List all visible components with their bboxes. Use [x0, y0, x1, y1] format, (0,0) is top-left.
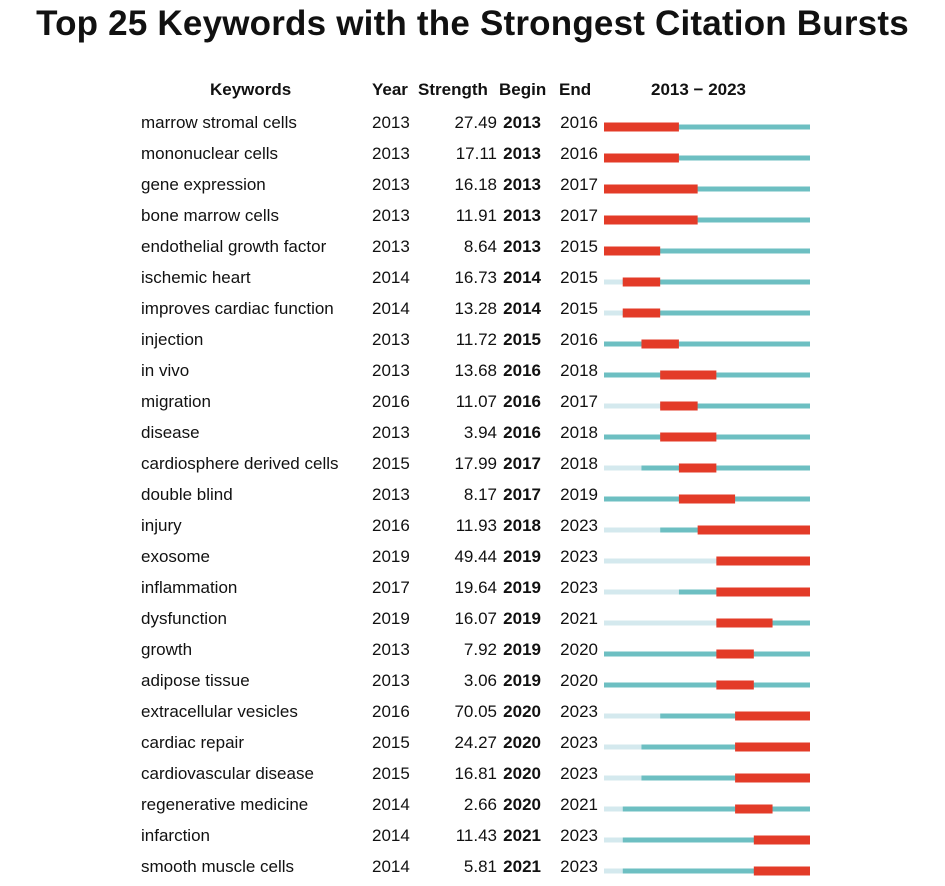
inactive-segment — [604, 838, 623, 843]
active-segment — [641, 466, 810, 471]
strength-cell: 8.64 — [463, 237, 497, 256]
end-cell: 2021 — [560, 795, 598, 814]
begin-cell: 2019 — [503, 578, 541, 597]
strength-cell: 11.72 — [455, 330, 497, 349]
end-cell: 2023 — [560, 733, 598, 752]
begin-cell: 2016 — [503, 423, 541, 442]
strength-cell: 19.64 — [454, 578, 497, 597]
active-segment — [604, 342, 810, 347]
inactive-segment — [604, 776, 641, 781]
begin-cell: 2015 — [503, 330, 541, 349]
end-cell: 2023 — [560, 857, 598, 876]
burst-bar — [735, 712, 810, 721]
strength-cell: 16.73 — [454, 268, 497, 287]
header-begin: Begin — [499, 80, 547, 99]
burst-bar — [660, 402, 697, 411]
year-cell: 2017 — [372, 578, 410, 597]
burst-bar — [604, 216, 698, 225]
burst-bar — [754, 836, 810, 845]
begin-cell: 2020 — [503, 702, 541, 721]
keyword-cell: cardiosphere derived cells — [141, 454, 339, 473]
end-cell: 2016 — [560, 330, 598, 349]
begin-cell: 2013 — [503, 113, 541, 132]
year-cell: 2013 — [372, 144, 410, 163]
year-cell: 2014 — [372, 826, 410, 845]
burst-bar — [604, 123, 679, 132]
year-cell: 2014 — [372, 857, 410, 876]
begin-cell: 2016 — [503, 361, 541, 380]
burst-bar — [660, 371, 716, 380]
burst-bar — [698, 526, 810, 535]
keyword-cell: smooth muscle cells — [141, 857, 295, 876]
header-range: 2013 − 2023 — [651, 80, 747, 99]
end-cell: 2016 — [560, 113, 598, 132]
strength-cell: 3.94 — [463, 423, 497, 442]
strength-cell: 11.93 — [455, 516, 497, 535]
strength-cell: 13.28 — [454, 299, 497, 318]
keyword-cell: inflammation — [141, 578, 238, 597]
year-cell: 2015 — [372, 764, 410, 783]
burst-bar — [679, 495, 735, 504]
end-cell: 2018 — [560, 423, 598, 442]
burst-bar — [754, 867, 810, 876]
keyword-cell: double blind — [141, 485, 233, 504]
strength-cell: 16.07 — [454, 609, 497, 628]
header-end: End — [559, 80, 592, 99]
keyword-cell: infarction — [141, 826, 210, 845]
begin-cell: 2016 — [503, 392, 541, 411]
keyword-cell: exosome — [141, 547, 210, 566]
strength-cell: 5.81 — [463, 857, 497, 876]
burst-bar — [716, 650, 753, 659]
begin-cell: 2013 — [503, 237, 541, 256]
keyword-cell: disease — [141, 423, 200, 442]
inactive-segment — [604, 404, 660, 409]
strength-cell: 27.49 — [454, 113, 497, 132]
year-cell: 2013 — [372, 671, 410, 690]
burst-bar — [679, 464, 716, 473]
strength-cell: 17.99 — [454, 454, 497, 473]
year-cell: 2016 — [372, 702, 410, 721]
burst-bar — [735, 805, 772, 814]
end-cell: 2016 — [560, 144, 598, 163]
strength-cell: 11.07 — [455, 392, 497, 411]
begin-cell: 2019 — [503, 609, 541, 628]
strength-cell: 11.43 — [455, 826, 497, 845]
inactive-segment — [604, 869, 623, 874]
keyword-cell: growth — [141, 640, 193, 659]
year-cell: 2014 — [372, 795, 410, 814]
begin-cell: 2019 — [503, 547, 541, 566]
inactive-segment — [604, 311, 623, 316]
year-cell: 2013 — [372, 485, 410, 504]
burst-bar — [623, 278, 660, 287]
keyword-cell: adipose tissue — [141, 671, 250, 690]
strength-cell: 16.81 — [454, 764, 497, 783]
burst-bar — [716, 557, 810, 566]
begin-cell: 2013 — [503, 144, 541, 163]
keyword-cell: mononuclear cells — [141, 144, 279, 163]
begin-cell: 2014 — [503, 299, 541, 318]
keyword-cell: improves cardiac function — [141, 299, 334, 318]
active-segment — [604, 652, 810, 657]
end-cell: 2017 — [560, 175, 598, 194]
strength-cell: 17.11 — [455, 144, 497, 163]
keyword-cell: endothelial growth factor — [141, 237, 327, 256]
end-cell: 2023 — [560, 516, 598, 535]
strength-cell: 24.27 — [454, 733, 497, 752]
inactive-segment — [604, 528, 660, 533]
year-cell: 2013 — [372, 206, 410, 225]
end-cell: 2018 — [560, 361, 598, 380]
inactive-segment — [604, 280, 623, 285]
year-cell: 2019 — [372, 609, 410, 628]
year-cell: 2013 — [372, 423, 410, 442]
inactive-segment — [604, 745, 641, 750]
inactive-segment — [604, 621, 716, 626]
begin-cell: 2020 — [503, 764, 541, 783]
strength-cell: 11.91 — [455, 206, 497, 225]
begin-cell: 2020 — [503, 733, 541, 752]
end-cell: 2023 — [560, 764, 598, 783]
strength-cell: 3.06 — [463, 671, 497, 690]
year-cell: 2014 — [372, 299, 410, 318]
begin-cell: 2019 — [503, 671, 541, 690]
inactive-segment — [604, 466, 641, 471]
end-cell: 2018 — [560, 454, 598, 473]
end-cell: 2021 — [560, 609, 598, 628]
header-year: Year — [372, 80, 408, 99]
year-cell: 2013 — [372, 361, 410, 380]
active-segment — [604, 683, 810, 688]
end-cell: 2023 — [560, 702, 598, 721]
year-cell: 2013 — [372, 330, 410, 349]
inactive-segment — [604, 714, 660, 719]
begin-cell: 2017 — [503, 454, 541, 473]
keyword-cell: injury — [141, 516, 182, 535]
keyword-cell: marrow stromal cells — [141, 113, 297, 132]
end-cell: 2020 — [560, 640, 598, 659]
end-cell: 2015 — [560, 268, 598, 287]
strength-cell: 2.66 — [463, 795, 497, 814]
keyword-cell: cardiovascular disease — [141, 764, 314, 783]
inactive-segment — [604, 559, 716, 564]
begin-cell: 2013 — [503, 175, 541, 194]
begin-cell: 2014 — [503, 268, 541, 287]
strength-cell: 8.17 — [463, 485, 497, 504]
year-cell: 2015 — [372, 454, 410, 473]
end-cell: 2023 — [560, 578, 598, 597]
strength-cell: 7.92 — [463, 640, 497, 659]
year-cell: 2013 — [372, 175, 410, 194]
strength-cell: 49.44 — [454, 547, 497, 566]
keyword-cell: bone marrow cells — [141, 206, 279, 225]
strength-cell: 70.05 — [454, 702, 497, 721]
end-cell: 2015 — [560, 299, 598, 318]
burst-bar — [623, 309, 660, 318]
burst-bar — [716, 588, 810, 597]
begin-cell: 2021 — [503, 857, 541, 876]
begin-cell: 2021 — [503, 826, 541, 845]
burst-bar — [604, 185, 698, 194]
begin-cell: 2013 — [503, 206, 541, 225]
keyword-cell: migration — [141, 392, 211, 411]
year-cell: 2016 — [372, 392, 410, 411]
burst-bar — [735, 774, 810, 783]
end-cell: 2019 — [560, 485, 598, 504]
year-cell: 2016 — [372, 516, 410, 535]
chart-title: Top 25 Keywords with the Strongest Citation Bursts — [36, 4, 909, 43]
burst-bar — [641, 340, 678, 349]
year-cell: 2013 — [372, 237, 410, 256]
year-cell: 2013 — [372, 113, 410, 132]
header-keywords: Keywords — [210, 80, 292, 99]
year-cell: 2014 — [372, 268, 410, 287]
end-cell: 2023 — [560, 547, 598, 566]
keyword-cell: injection — [141, 330, 204, 349]
keyword-cell: extracellular vesicles — [141, 702, 298, 721]
burst-bar — [604, 247, 660, 256]
burst-bar — [735, 743, 810, 752]
begin-cell: 2020 — [503, 795, 541, 814]
burst-bar — [604, 154, 679, 163]
header-strength: Strength — [418, 80, 488, 99]
keyword-cell: ischemic heart — [141, 268, 251, 287]
active-segment — [623, 807, 810, 812]
keyword-cell: dysfunction — [141, 609, 227, 628]
end-cell: 2015 — [560, 237, 598, 256]
inactive-segment — [604, 590, 679, 595]
end-cell: 2023 — [560, 826, 598, 845]
strength-cell: 13.68 — [454, 361, 497, 380]
end-cell: 2017 — [560, 206, 598, 225]
keyword-cell: regenerative medicine — [141, 795, 309, 814]
year-cell: 2015 — [372, 733, 410, 752]
keyword-cell: cardiac repair — [141, 733, 244, 752]
keyword-cell: in vivo — [141, 361, 190, 380]
begin-cell: 2018 — [503, 516, 541, 535]
year-cell: 2013 — [372, 640, 410, 659]
begin-cell: 2019 — [503, 640, 541, 659]
year-cell: 2019 — [372, 547, 410, 566]
keyword-cell: gene expression — [141, 175, 266, 194]
burst-bar — [660, 433, 716, 442]
end-cell: 2017 — [560, 392, 598, 411]
begin-cell: 2017 — [503, 485, 541, 504]
burst-bar — [716, 619, 772, 628]
end-cell: 2020 — [560, 671, 598, 690]
burst-bar — [716, 681, 753, 690]
inactive-segment — [604, 807, 623, 812]
strength-cell: 16.18 — [454, 175, 497, 194]
